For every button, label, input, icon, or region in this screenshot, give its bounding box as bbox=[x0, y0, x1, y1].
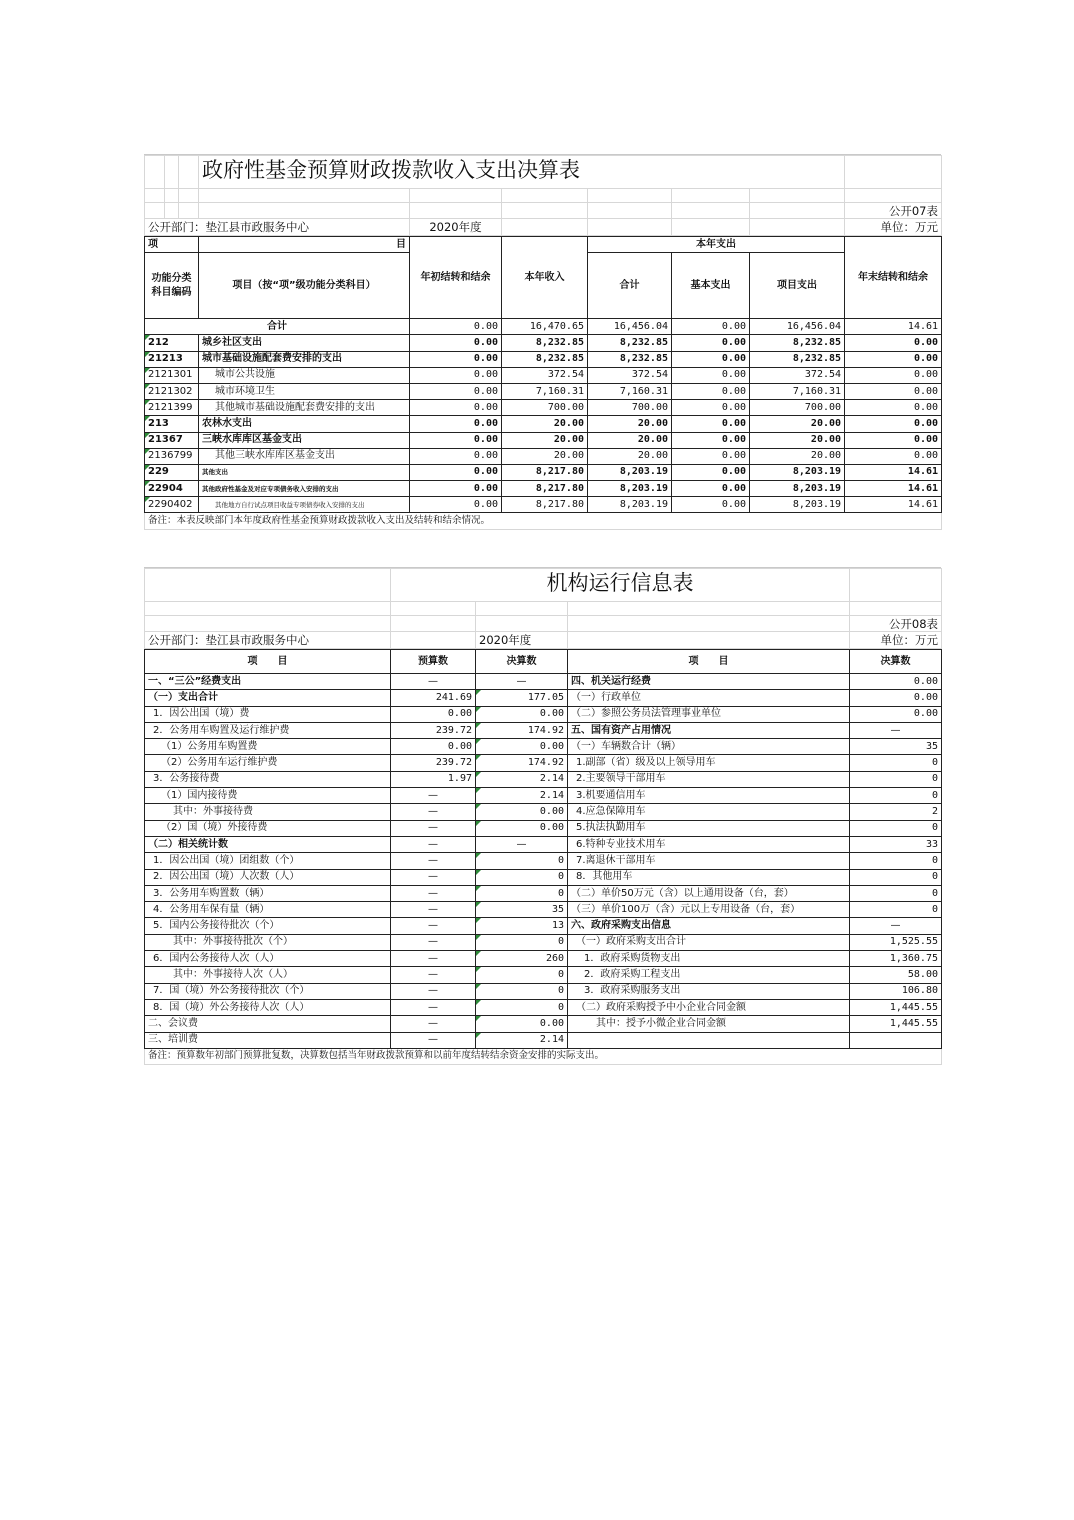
right-actual-value: 1,445.55 bbox=[850, 1016, 942, 1032]
row-value: 0.00 bbox=[410, 448, 502, 464]
right-actual-value: 106.80 bbox=[850, 983, 942, 999]
actual-value: 0.00 bbox=[476, 739, 568, 755]
row-code: 21367 bbox=[145, 432, 199, 448]
budget-value: — bbox=[391, 934, 476, 950]
table-row bbox=[145, 739, 942, 755]
row-code: 2121399 bbox=[145, 400, 199, 416]
table-row bbox=[145, 820, 942, 836]
row-value: 0.00 bbox=[410, 481, 502, 497]
row-value: 700.00 bbox=[750, 400, 845, 416]
budget-value: 0.00 bbox=[391, 739, 476, 755]
total-label: 合计 bbox=[145, 319, 410, 335]
header-budget: 预算数 bbox=[391, 650, 476, 674]
row-value: 7,160.31 bbox=[750, 383, 845, 399]
left-item: （1）国内接待费 bbox=[145, 788, 391, 804]
actual-value: 174.92 bbox=[476, 755, 568, 771]
left-item: （2）公务用车运行维护费 bbox=[145, 755, 391, 771]
row-value: 0.00 bbox=[672, 383, 750, 399]
header-mu: 目 bbox=[199, 237, 410, 253]
right-item: 六、政府采购支出信息 bbox=[568, 918, 850, 934]
budget-value: 241.69 bbox=[391, 690, 476, 706]
left-item: （1）公务用车购置费 bbox=[145, 739, 391, 755]
right-actual-value: 0 bbox=[850, 902, 942, 918]
right-actual-value: 1,360.75 bbox=[850, 951, 942, 967]
actual-value: 0.00 bbox=[476, 804, 568, 820]
header-basic: 基本支出 bbox=[672, 253, 750, 319]
table-row bbox=[145, 722, 942, 738]
row-value: 8,232.85 bbox=[502, 335, 588, 351]
right-actual-value: 0 bbox=[850, 771, 942, 787]
table-row bbox=[145, 951, 942, 967]
unit-label: 单位：万元 bbox=[850, 632, 942, 649]
actual-value: 0 bbox=[476, 853, 568, 869]
right-item: 6.特种专业技术用车 bbox=[568, 836, 850, 852]
row-value: 8,217.80 bbox=[502, 464, 588, 480]
table-row bbox=[145, 755, 942, 771]
budget-value: — bbox=[391, 869, 476, 885]
budget-value: — bbox=[391, 853, 476, 869]
budget-value: — bbox=[391, 902, 476, 918]
header-item-left: 项 目 bbox=[145, 650, 391, 674]
right-actual-value: 1,445.55 bbox=[850, 999, 942, 1015]
actual-value: 2.14 bbox=[476, 771, 568, 787]
row-value: 0.00 bbox=[410, 383, 502, 399]
right-item: 四、机关运行经费 bbox=[568, 674, 850, 690]
table-row bbox=[145, 999, 942, 1015]
left-item: （二）相关统计数 bbox=[145, 836, 391, 852]
row-value: 20.00 bbox=[502, 416, 588, 432]
row-value: 20.00 bbox=[502, 448, 588, 464]
right-actual-value: 0.00 bbox=[850, 674, 942, 690]
row-name: 城市基础设施配套费安排的支出 bbox=[199, 351, 410, 367]
table-row bbox=[145, 771, 942, 787]
actual-value: 0 bbox=[476, 934, 568, 950]
budget-value: — bbox=[391, 951, 476, 967]
right-item: （一）行政单位 bbox=[568, 690, 850, 706]
table-row bbox=[145, 416, 942, 432]
fund-budget-table bbox=[144, 236, 942, 530]
left-item: 1．因公出国（境）费 bbox=[145, 706, 391, 722]
right-actual-value: — bbox=[850, 918, 942, 934]
left-item: 三、培训费 bbox=[145, 1032, 391, 1048]
row-value: 0.00 bbox=[845, 367, 942, 383]
row-value: 0.00 bbox=[845, 448, 942, 464]
actual-value: 174.92 bbox=[476, 722, 568, 738]
row-value: 14.61 bbox=[845, 481, 942, 497]
row-value: 8,203.19 bbox=[750, 497, 845, 513]
row-value: 0.00 bbox=[410, 464, 502, 480]
row-value: 8,217.80 bbox=[502, 481, 588, 497]
row-value: 8,232.85 bbox=[750, 351, 845, 367]
table-row bbox=[145, 706, 942, 722]
total-row bbox=[145, 319, 942, 335]
row-value: 372.54 bbox=[588, 367, 672, 383]
table-row bbox=[145, 448, 942, 464]
header-name: 项目（按“项”级功能分类科目） bbox=[199, 253, 410, 319]
header-carry-end: 年末结转和结余 bbox=[845, 237, 942, 319]
header-code: 功能分类科目编码 bbox=[145, 253, 199, 319]
right-actual-value: 0 bbox=[850, 869, 942, 885]
table-row bbox=[145, 836, 942, 852]
row-value: 8,217.80 bbox=[502, 497, 588, 513]
table-row bbox=[145, 853, 942, 869]
budget-value: — bbox=[391, 836, 476, 852]
row-value: 0.00 bbox=[845, 351, 942, 367]
row-code: 212 bbox=[145, 335, 199, 351]
total-value: 16,470.65 bbox=[502, 319, 588, 335]
right-item: 其中：授予小微企业合同金额 bbox=[568, 1016, 850, 1032]
row-name: 城市公共设施 bbox=[199, 367, 410, 383]
row-value: 20.00 bbox=[750, 448, 845, 464]
row-name: 农林水支出 bbox=[199, 416, 410, 432]
actual-value: 0.00 bbox=[476, 706, 568, 722]
right-item: （一）政府采购支出合计 bbox=[568, 934, 850, 950]
right-actual-value: 0 bbox=[850, 885, 942, 901]
table-row bbox=[145, 432, 942, 448]
row-value: 8,203.19 bbox=[588, 481, 672, 497]
row-code: 2290402 bbox=[145, 497, 199, 513]
row-value: 0.00 bbox=[672, 400, 750, 416]
actual-value: 177.05 bbox=[476, 690, 568, 706]
right-actual-value: 0 bbox=[850, 788, 942, 804]
budget-value: 1.97 bbox=[391, 771, 476, 787]
header-xiang: 项 bbox=[145, 237, 199, 253]
row-code: 229 bbox=[145, 464, 199, 480]
row-value: 20.00 bbox=[588, 448, 672, 464]
header-actual-right: 决算数 bbox=[850, 650, 942, 674]
row-value: 0.00 bbox=[845, 416, 942, 432]
right-item: 2.主要领导干部用车 bbox=[568, 771, 850, 787]
table-row bbox=[145, 869, 942, 885]
agency-operation-sheet bbox=[144, 567, 941, 1065]
budget-value: — bbox=[391, 885, 476, 901]
right-item: 8．其他用车 bbox=[568, 869, 850, 885]
budget-value: — bbox=[391, 983, 476, 999]
left-item: （一）支出合计 bbox=[145, 690, 391, 706]
row-name: 其他城市基础设施配套费安排的支出 bbox=[199, 400, 410, 416]
row-value: 700.00 bbox=[502, 400, 588, 416]
row-value: 0.00 bbox=[672, 464, 750, 480]
actual-value: — bbox=[476, 836, 568, 852]
table-row bbox=[145, 497, 942, 513]
table-code: 公开08表 bbox=[850, 616, 942, 632]
right-actual-value: — bbox=[850, 722, 942, 738]
table-row bbox=[145, 690, 942, 706]
header-income: 本年收入 bbox=[502, 237, 588, 319]
row-name: 其他政府性基金及对应专项债务收入安排的支出 bbox=[199, 481, 410, 497]
actual-value: 0.00 bbox=[476, 1016, 568, 1032]
table-row bbox=[145, 400, 942, 416]
actual-value: — bbox=[476, 674, 568, 690]
total-value: 16,456.04 bbox=[750, 319, 845, 335]
right-item: （二）单价50万元（含）以上通用设备（台，套） bbox=[568, 885, 850, 901]
left-item: 二、会议费 bbox=[145, 1016, 391, 1032]
row-value: 0.00 bbox=[845, 383, 942, 399]
right-item: 5.执法执勤用车 bbox=[568, 820, 850, 836]
left-item: 3．公务接待费 bbox=[145, 771, 391, 787]
total-value: 0.00 bbox=[672, 319, 750, 335]
row-name: 其他三峡水库库区基金支出 bbox=[199, 448, 410, 464]
right-item: 7.离退休干部用车 bbox=[568, 853, 850, 869]
row-value: 7,160.31 bbox=[588, 383, 672, 399]
row-value: 0.00 bbox=[410, 497, 502, 513]
row-value: 8,203.19 bbox=[750, 481, 845, 497]
row-value: 0.00 bbox=[410, 351, 502, 367]
row-value: 0.00 bbox=[672, 335, 750, 351]
row-name: 其他地方自行试点项目收益专项债券收入安排的支出 bbox=[199, 497, 410, 513]
actual-value: 0 bbox=[476, 983, 568, 999]
right-actual-value: 0 bbox=[850, 853, 942, 869]
right-actual-value: 35 bbox=[850, 739, 942, 755]
right-item: 3．政府采购服务支出 bbox=[568, 983, 850, 999]
row-name: 城市环境卫生 bbox=[199, 383, 410, 399]
table-row bbox=[145, 885, 942, 901]
right-item: （一）车辆数合计（辆） bbox=[568, 739, 850, 755]
row-value: 14.61 bbox=[845, 497, 942, 513]
row-value: 0.00 bbox=[410, 367, 502, 383]
table-row bbox=[145, 367, 942, 383]
agency-operation-note: 备注：预算数年初部门预算批复数，决算数包括当年财政拨款预算和以前年度结转结余资金安排的实际支出。 bbox=[145, 1048, 942, 1064]
fund-budget-title: 政府性基金预算财政拨款收入支出决算表 bbox=[199, 156, 750, 189]
agency-operation-header-area bbox=[144, 568, 942, 649]
table-row bbox=[145, 383, 942, 399]
row-value: 0.00 bbox=[845, 432, 942, 448]
table-row bbox=[145, 934, 942, 950]
row-value: 0.00 bbox=[672, 432, 750, 448]
unit-label: 单位：万元 bbox=[845, 219, 942, 236]
left-item: 其中：外事接待费 bbox=[145, 804, 391, 820]
year-label: 2020年度 bbox=[410, 219, 502, 236]
fund-budget-note: 备注：本表反映部门本年度政府性基金预算财政拨款收入支出及结转和结余情况。 bbox=[145, 513, 942, 529]
budget-value: 239.72 bbox=[391, 755, 476, 771]
table-row bbox=[145, 918, 942, 934]
right-item bbox=[568, 1032, 850, 1048]
row-value: 0.00 bbox=[410, 432, 502, 448]
header-item-right: 项 目 bbox=[568, 650, 850, 674]
header-total: 合计 bbox=[588, 253, 672, 319]
right-actual-value: 1,525.55 bbox=[850, 934, 942, 950]
row-value: 372.54 bbox=[502, 367, 588, 383]
right-item: 1．政府采购货物支出 bbox=[568, 951, 850, 967]
fund-budget-header-area bbox=[144, 155, 942, 236]
row-value: 0.00 bbox=[410, 400, 502, 416]
actual-value: 2.14 bbox=[476, 1032, 568, 1048]
table-row bbox=[145, 674, 942, 690]
total-value: 16,456.04 bbox=[588, 319, 672, 335]
left-item: 6．国内公务接待人次（人） bbox=[145, 951, 391, 967]
row-value: 20.00 bbox=[588, 416, 672, 432]
row-value: 700.00 bbox=[588, 400, 672, 416]
department-label: 公开部门：垫江县市政服务中心 bbox=[145, 219, 410, 236]
table-row bbox=[145, 481, 942, 497]
row-value: 8,203.19 bbox=[588, 464, 672, 480]
right-actual-value: 58.00 bbox=[850, 967, 942, 983]
budget-value: — bbox=[391, 918, 476, 934]
left-item: 2．公务用车购置及运行维护费 bbox=[145, 722, 391, 738]
total-value: 0.00 bbox=[410, 319, 502, 335]
row-value: 8,232.85 bbox=[502, 351, 588, 367]
table-row bbox=[145, 788, 942, 804]
actual-value: 0 bbox=[476, 869, 568, 885]
row-value: 20.00 bbox=[750, 432, 845, 448]
right-actual-value: 2 bbox=[850, 804, 942, 820]
table-row bbox=[145, 335, 942, 351]
row-value: 0.00 bbox=[672, 448, 750, 464]
row-value: 0.00 bbox=[410, 335, 502, 351]
right-actual-value: 33 bbox=[850, 836, 942, 852]
agency-operation-table bbox=[144, 649, 942, 1065]
right-item: （二）参照公务员法管理事业单位 bbox=[568, 706, 850, 722]
actual-value: 2.14 bbox=[476, 788, 568, 804]
row-value: 20.00 bbox=[502, 432, 588, 448]
left-item: 1．因公出国（境）团组数（个） bbox=[145, 853, 391, 869]
row-name: 三峡水库库区基金支出 bbox=[199, 432, 410, 448]
left-item: 2．因公出国（境）人次数（人） bbox=[145, 869, 391, 885]
right-item: 1.副部（省）级及以上领导用车 bbox=[568, 755, 850, 771]
budget-value: — bbox=[391, 804, 476, 820]
left-item: 4．公务用车保有量（辆） bbox=[145, 902, 391, 918]
right-item: 3.机要通信用车 bbox=[568, 788, 850, 804]
row-code: 21213 bbox=[145, 351, 199, 367]
row-value: 20.00 bbox=[588, 432, 672, 448]
row-name: 城乡社区支出 bbox=[199, 335, 410, 351]
right-item: （三）单价100万（含）元以上专用设备（台，套） bbox=[568, 902, 850, 918]
right-actual-value: 0.00 bbox=[850, 690, 942, 706]
header-actual-left: 决算数 bbox=[476, 650, 568, 674]
left-item: 其中：外事接待批次（个） bbox=[145, 934, 391, 950]
budget-value: — bbox=[391, 967, 476, 983]
row-value: 7,160.31 bbox=[502, 383, 588, 399]
header-carry-begin: 年初结转和结余 bbox=[410, 237, 502, 319]
right-item: （二）政府采购授予中小企业合同金额 bbox=[568, 999, 850, 1015]
budget-value: — bbox=[391, 1016, 476, 1032]
right-actual-value: 0 bbox=[850, 820, 942, 836]
row-code: 213 bbox=[145, 416, 199, 432]
row-value: 8,203.19 bbox=[750, 464, 845, 480]
row-code: 2121301 bbox=[145, 367, 199, 383]
row-value: 8,232.85 bbox=[588, 335, 672, 351]
left-item: （2）国（境）外接待费 bbox=[145, 820, 391, 836]
left-item: 7．国（境）外公务接待批次（个） bbox=[145, 983, 391, 999]
right-item: 2．政府采购工程支出 bbox=[568, 967, 850, 983]
row-value: 0.00 bbox=[845, 400, 942, 416]
budget-value: 239.72 bbox=[391, 722, 476, 738]
actual-value: 0 bbox=[476, 999, 568, 1015]
table-row bbox=[145, 983, 942, 999]
row-value: 20.00 bbox=[750, 416, 845, 432]
agency-operation-title: 机构运行信息表 bbox=[391, 569, 850, 602]
actual-value: 0.00 bbox=[476, 820, 568, 836]
budget-value: — bbox=[391, 788, 476, 804]
row-value: 14.61 bbox=[845, 464, 942, 480]
row-value: 0.00 bbox=[845, 335, 942, 351]
table-row bbox=[145, 351, 942, 367]
table-row bbox=[145, 1032, 942, 1048]
right-actual-value bbox=[850, 1032, 942, 1048]
row-value: 8,232.85 bbox=[750, 335, 845, 351]
actual-value: 35 bbox=[476, 902, 568, 918]
row-name: 其他支出 bbox=[199, 464, 410, 480]
table-row bbox=[145, 464, 942, 480]
actual-value: 260 bbox=[476, 951, 568, 967]
header-expense-group: 本年支出 bbox=[588, 237, 845, 253]
left-item: 5．国内公务接待批次（个） bbox=[145, 918, 391, 934]
left-item: 8．国（境）外公务接待人次（人） bbox=[145, 999, 391, 1015]
row-value: 0.00 bbox=[410, 416, 502, 432]
left-item: 其中：外事接待人次（人） bbox=[145, 967, 391, 983]
right-actual-value: 0 bbox=[850, 755, 942, 771]
department-label: 公开部门：垫江县市政服务中心 bbox=[145, 632, 391, 649]
budget-value: — bbox=[391, 999, 476, 1015]
right-item: 五、国有资产占用情况 bbox=[568, 722, 850, 738]
row-value: 0.00 bbox=[672, 367, 750, 383]
budget-value: — bbox=[391, 674, 476, 690]
table-code: 公开07表 bbox=[845, 203, 942, 219]
fund-budget-sheet bbox=[144, 154, 941, 530]
row-code: 22904 bbox=[145, 481, 199, 497]
table-row bbox=[145, 967, 942, 983]
row-value: 0.00 bbox=[672, 351, 750, 367]
left-item: 3．公务用车购置数（辆） bbox=[145, 885, 391, 901]
actual-value: 0 bbox=[476, 967, 568, 983]
row-value: 8,232.85 bbox=[588, 351, 672, 367]
row-code: 2136799 bbox=[145, 448, 199, 464]
row-code: 2121302 bbox=[145, 383, 199, 399]
row-value: 0.00 bbox=[672, 481, 750, 497]
actual-value: 0 bbox=[476, 885, 568, 901]
row-value: 372.54 bbox=[750, 367, 845, 383]
right-item: 4.应急保障用车 bbox=[568, 804, 850, 820]
budget-value: — bbox=[391, 820, 476, 836]
left-item: 一、“三公”经费支出 bbox=[145, 674, 391, 690]
table-row bbox=[145, 804, 942, 820]
table-row bbox=[145, 1016, 942, 1032]
table-row bbox=[145, 902, 942, 918]
budget-value: 0.00 bbox=[391, 706, 476, 722]
row-value: 8,203.19 bbox=[588, 497, 672, 513]
total-value: 14.61 bbox=[845, 319, 942, 335]
row-value: 0.00 bbox=[672, 416, 750, 432]
right-actual-value: 0.00 bbox=[850, 706, 942, 722]
header-project: 项目支出 bbox=[750, 253, 845, 319]
budget-value: — bbox=[391, 1032, 476, 1048]
row-value: 0.00 bbox=[672, 497, 750, 513]
year-label: 2020年度 bbox=[476, 632, 568, 649]
actual-value: 13 bbox=[476, 918, 568, 934]
